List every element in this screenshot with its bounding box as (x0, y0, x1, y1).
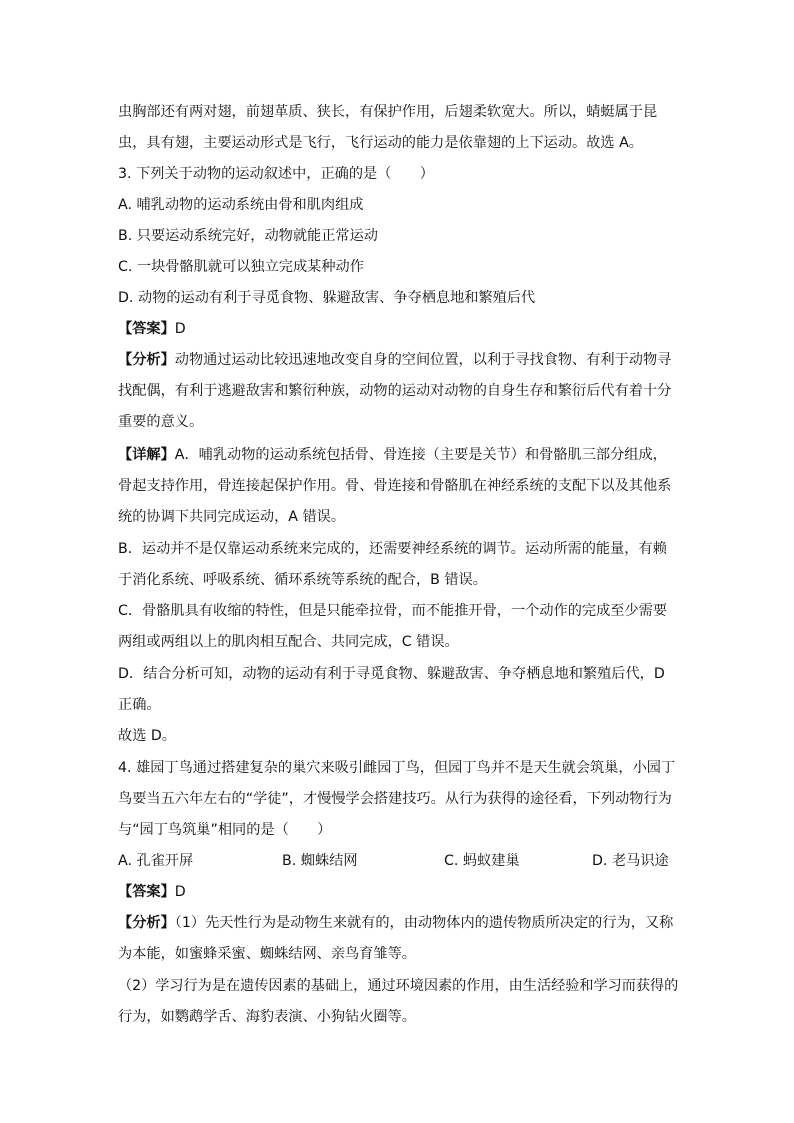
question-4-option-c: C. 蚂蚁建巢 (444, 853, 520, 869)
question-4-analysis (118, 913, 673, 933)
text-line: C．骨骼肌具有收缩的特性，但是只能牵拉骨，而不能推开骨，一个动作的完成至少需要 (118, 603, 668, 619)
text-line: 骨起支持作用，骨连接起保护作用。骨、骨连接和骨骼肌在神经系统的支配下以及其他系 (118, 478, 672, 494)
answer-label: 【答案】 (118, 884, 175, 900)
text-line: 重要的意义。 (118, 414, 204, 430)
text-line: 虫胸部还有两对翅，前翅革质、狭长，有保护作用，后翅柔软宽大。所以，蜻蜓属于昆 (118, 104, 658, 120)
text-line: 行为，如鹦鹉学舌、海豹表演、小狗钻火圈等。 (118, 1009, 416, 1025)
question-3-analysis (118, 350, 671, 370)
question-3-detail (118, 445, 667, 465)
question-4-options (118, 851, 678, 871)
analysis-label: 【分析】 (118, 915, 175, 931)
question-4-stem: 4. 雄园丁鸟通过搭建复杂的巢穴来吸引雌园丁鸟，但园丁鸟并不是天生就会筑巢，小园丁 (118, 760, 676, 776)
text-line: B．运动并不是仅靠运动系统来完成的，还需要神经系统的调节。运动所需的能量，有赖 (118, 541, 667, 557)
text-line: 统的协调下共同完成运动，A 错误。 (118, 509, 346, 525)
text-line: 为本能，如蜜蜂采蜜、蜘蛛结网、亲鸟育雏等。 (118, 946, 416, 962)
text-line: 与“园丁鸟筑巢”相同的是（ ） (118, 822, 332, 838)
answer-value: D (174, 884, 186, 900)
detail-label: 【详解】 (118, 447, 175, 463)
question-3-option-b: B. 只要运动系统完好，动物就能正常运动 (118, 228, 378, 244)
detail-text: A．哺乳动物的运动系统包括骨、骨连接（主要是关节）和骨骼肌三部分组成， (174, 447, 667, 463)
text-line: 正确。 (118, 697, 161, 713)
question-3-answer (118, 319, 186, 339)
question-4-option-b: B. 蜘蛛结网 (282, 853, 358, 869)
question-3-option-c: C. 一块骨骼肌就可以独立完成某种动作 (118, 259, 364, 275)
text-line: （2）学习行为是在遗传因素的基础上，通过环境因素的作用，由生活经验和学习而获得的 (118, 978, 679, 994)
conclusion: 故选 D。 (118, 728, 176, 744)
question-3-option-d: D. 动物的运动有利于寻觅食物、躲避敌害、争夺栖息地和繁殖后代 (118, 290, 536, 306)
text-line: 找配偶，有利于逃避敌害和繁衍种族，动物的运动对动物的自身生存和繁衍后代有着十分 (118, 383, 672, 399)
answer-label: 【答案】 (118, 321, 175, 337)
question-4-answer (118, 882, 186, 902)
text-line: 虫，具有翅，主要运动形式是飞行，飞行运动的能力是依靠翅的上下运动。故选 A。 (118, 135, 643, 151)
analysis-text: （1）先天性行为是动物生来就有的，由动物体内的遗传物质所决定的行为，又称 (174, 915, 674, 931)
text-line: D．结合分析可知，动物的运动有利于寻觅食物、躲避敌害、争夺栖息地和繁殖后代，D (118, 666, 665, 682)
analysis-label: 【分析】 (118, 352, 175, 368)
analysis-text: 动物通过运动比较迅速地改变自身的空间位置，以利于寻找食物、有利于动物寻 (174, 352, 672, 368)
question-3-option-a: A. 哺乳动物的运动系统由骨和肌肉组成 (118, 197, 364, 213)
text-line: 两组或两组以上的肌肉相互配合、共同完成，C 错误。 (118, 634, 459, 650)
answer-value: D (174, 321, 186, 337)
question-3-stem: 3. 下列关于动物的运动叙述中，正确的是（ ） (118, 166, 434, 182)
text-line: 鸟要当五六年左右的“学徒”，才慢慢学会搭建技巧。从行为获得的途径看，下列动物行为 (118, 791, 672, 807)
text-line: 于消化系统、呼吸系统、循环系统等系统的配合，B 错误。 (118, 572, 487, 588)
question-4-option-a: A. 孔雀开屏 (118, 853, 194, 869)
question-4-option-d: D. 老马识途 (592, 853, 669, 869)
